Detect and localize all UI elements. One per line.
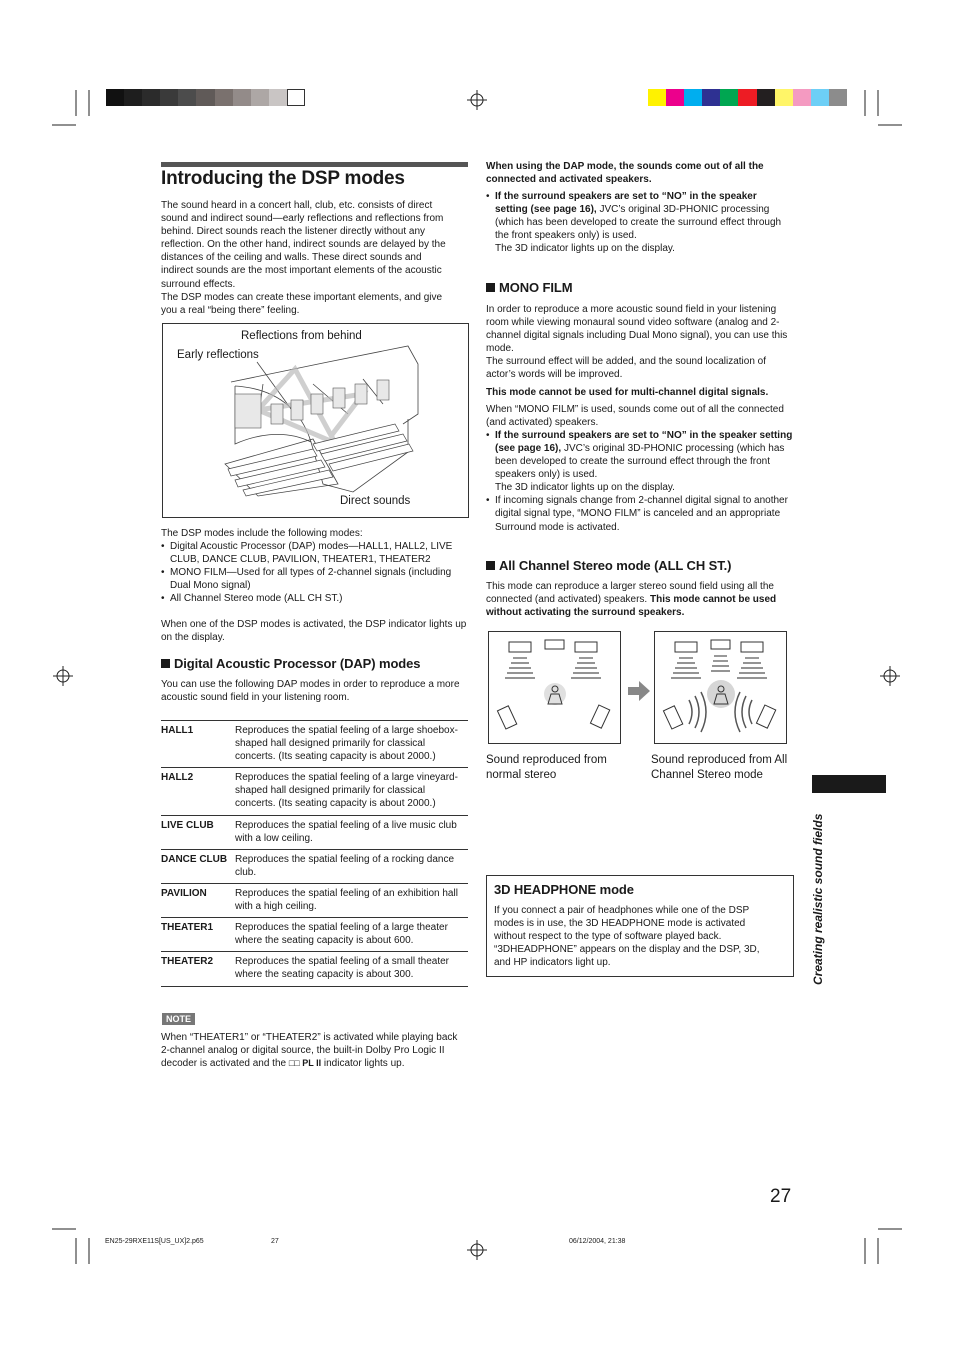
headphone-text: If you connect a pair of headphones while one of the DSP modes is in use, the 3D HEADPHONE mode is activated without respect to the type of software played back. “3DHEADPHONE” appears on the display and the DSP, 3D, and HP indicators light up. <box>494 905 760 969</box>
calibration-swatch <box>684 89 702 106</box>
square-bullet-icon <box>161 659 170 668</box>
list-item: • If the surround speakers are set to “NO” in the speaker setting (see page 16), JVC’s original 3D-PHONIC processing (which has been developed to create the surround effect through the front speakers only) is used. The 3D indicator lights up on the display. <box>486 190 792 255</box>
dap-intro: You can use the following DAP modes in order to reproduce a more acoustic sound field in your listening room. <box>161 679 460 704</box>
mode-description: Reproduces the spatial feeling of a large theater where the seating capacity is about 600. <box>235 918 468 952</box>
note-badge: NOTE <box>162 1013 195 1025</box>
footer-file: EN25-29RXE11S[US_UX]2.p65 <box>105 1238 204 1245</box>
arrow-right-icon <box>626 680 652 702</box>
mono-film-body: In order to reproduce a more acoustic sound field in your listening room while viewing monaural sound video software (analog and 2-channel digital signals including Dual Mono signal), you can use this mode. The surround effect will be added, and the sound localization of actor’s words will be improved. This mode cannot be used for multi-channel digital signals. When “MONO FILM” is used, sounds come out of all the connected (and activated) speakers. • If the surround speakers are set to “NO” in the speaker setting (see page 16), JVC’s original 3D-PHONIC processing (which has been developed to create the surround effect through the front speakers only) is used. The 3D indicator lights up on the display. • If incoming signals change from 2-channel digital signal to another digital signal type, “MONO FILM” is canceled and an appropriate Surround mode is activated. <box>486 303 794 534</box>
table-row <box>161 883 468 917</box>
modes-intro: The DSP modes include the following modes: <box>161 528 363 539</box>
concert-hall-illustration <box>163 324 468 517</box>
calibration-swatch <box>251 89 269 106</box>
registration-target-left <box>53 666 73 686</box>
label-direct-sounds: Direct sounds <box>340 495 411 507</box>
calibration-swatch <box>178 89 196 106</box>
note-text: When “THEATER1” or “THEATER2” is activated while playing back 2-channel analog or digital source, the built-in Dolby Pro Logic II decoder is activated and the □□ PL II indicator lights up. <box>161 1032 458 1070</box>
all-ch-text: This mode can reproduce a larger stereo sound field using all the connected (and activated) speakers. This mode cannot be used without activating the surround speakers. <box>486 581 777 619</box>
calibration-swatch <box>124 89 142 106</box>
calibration-swatch <box>196 89 214 106</box>
concert-hall-diagram <box>162 323 469 518</box>
dap-speakers-list <box>486 190 792 255</box>
calibration-swatch <box>648 89 666 106</box>
mode-name: THEATER1 <box>161 918 235 952</box>
list-item: • If the surround speakers are set to “NO” in the speaker setting (see page 16), JVC’s original 3D-PHONIC processing (which has been developed to create the surround effect through the front speakers only) is used. The 3D indicator lights up on the display. <box>486 429 794 494</box>
page-number: 27 <box>770 1186 792 1207</box>
mode-description: Reproduces the spatial feeling of a rocking dance club. <box>235 849 468 883</box>
registration-target-bottom <box>467 1240 487 1260</box>
mode-description: Reproduces the spatial feeling of a live music club with a low ceiling. <box>235 815 468 849</box>
dolby-pl2-logo: □□ PL II <box>288 1058 322 1069</box>
speaker-layout-normal <box>489 632 620 743</box>
calibration-swatch <box>793 89 811 106</box>
label-early-reflections: Early reflections <box>177 349 259 361</box>
list-item: • If incoming signals change from 2-channel digital signal to another digital signal type, “MONO FILM” is canceled and an appropriate Surround mode is activated. <box>486 494 794 533</box>
mode-name: PAVILION <box>161 883 235 917</box>
dap-heading: Digital Acoustic Processor (DAP) modes <box>161 656 420 671</box>
speaker-layout-all-channel <box>655 632 786 743</box>
calibration-swatch <box>775 89 793 106</box>
calibration-swatch <box>106 89 124 106</box>
square-bullet-icon <box>486 283 495 292</box>
label-reflections-behind: Reflections from behind <box>241 330 362 342</box>
calibration-swatch <box>757 89 775 106</box>
dap-modes-table <box>161 720 468 987</box>
color-calibration-bar <box>648 89 847 106</box>
mode-name: HALL1 <box>161 721 235 768</box>
calibration-swatch <box>142 89 160 106</box>
table-row <box>161 815 468 849</box>
calibration-swatch <box>702 89 720 106</box>
all-channel-stereo-diagram <box>654 631 787 744</box>
mode-name: THEATER2 <box>161 952 235 986</box>
calibration-swatch <box>738 89 756 106</box>
modes-list <box>161 540 469 605</box>
mode-name: HALL2 <box>161 768 235 815</box>
mono-film-heading: MONO FILM <box>486 280 572 295</box>
list-item: • All Channel Stereo mode (ALL CH ST.) <box>161 592 469 605</box>
calibration-swatch <box>215 89 233 106</box>
registration-target-right <box>880 666 900 686</box>
table-row <box>161 952 468 986</box>
normal-stereo-diagram <box>488 631 621 744</box>
mono-film-list <box>486 429 794 534</box>
calibration-swatch <box>160 89 178 106</box>
headphone-heading: 3D HEADPHONE mode <box>494 882 634 897</box>
chapter-label: Creating realistic sound fields <box>811 813 825 985</box>
table-row <box>161 918 468 952</box>
title-rule <box>161 162 468 167</box>
headphone-box <box>486 875 794 977</box>
mode-description: Reproduces the spatial feeling of an exhibition hall with a high ceiling. <box>235 883 468 917</box>
mode-description: Reproduces the spatial feeling of a large vineyard-shaped hall designed primarily for classical concerts. (Its seating capacity is about 2000.) <box>235 768 468 815</box>
footer-page: 27 <box>271 1238 279 1245</box>
dap-speakers-lead: When using the DAP mode, the sounds come out of all the connected and activated speakers. <box>486 161 764 186</box>
calibration-swatch <box>233 89 251 106</box>
table-row <box>161 768 468 815</box>
mode-name: DANCE CLUB <box>161 849 235 883</box>
calibration-swatch <box>829 89 847 106</box>
mode-description: Reproduces the spatial feeling of a large shoebox-shaped hall designed primarily for classical concerts. (Its seating capacity is about 2000.) <box>235 721 468 768</box>
square-bullet-icon <box>486 561 495 570</box>
calibration-swatch <box>720 89 738 106</box>
registration-target-top <box>467 90 487 110</box>
calibration-swatch <box>287 89 305 106</box>
table-row <box>161 849 468 883</box>
table-row <box>161 721 468 768</box>
calibration-swatch <box>666 89 684 106</box>
chapter-tab <box>812 775 886 793</box>
caption-all-channel: Sound reproduced from All Channel Stereo mode <box>651 754 788 781</box>
calibration-swatch <box>269 89 287 106</box>
list-item: • MONO FILM—Used for all types of 2-channel signals (including Dual Mono signal) <box>161 566 469 592</box>
intro-paragraph: The sound heard in a concert hall, club, etc. consists of direct sound and indirect sound—early reflections and reflections from behind. Direct sounds reach the listener directly without any reflection. On the other hand, indirect sounds are delayed by the distances of the ceiling and walls. These direct sounds and indirect sounds are the most important elements of the acoustic surround effects. The DSP modes can create these important elements, and give you a real “being there” feeling. <box>161 200 446 316</box>
mode-description: Reproduces the spatial feeling of a small theater where the seating capacity is about 300. <box>235 952 468 986</box>
dsp-indicator-text: When one of the DSP modes is activated, the DSP indicator lights up on the display. <box>161 619 467 644</box>
calibration-swatch <box>811 89 829 106</box>
caption-normal-stereo: Sound reproduced from normal stereo <box>486 754 607 781</box>
page-title: Introducing the DSP modes <box>161 168 405 189</box>
mode-name: LIVE CLUB <box>161 815 235 849</box>
all-ch-heading: All Channel Stereo mode (ALL CH ST.) <box>486 558 731 573</box>
footer-datetime: 06/12/2004, 21:38 <box>569 1238 626 1245</box>
grayscale-calibration-bar <box>106 89 305 106</box>
list-item: • Digital Acoustic Processor (DAP) modes—HALL1, HALL2, LIVE CLUB, DANCE CLUB, PAVILION, THEATER1, THEATER2 <box>161 540 469 566</box>
